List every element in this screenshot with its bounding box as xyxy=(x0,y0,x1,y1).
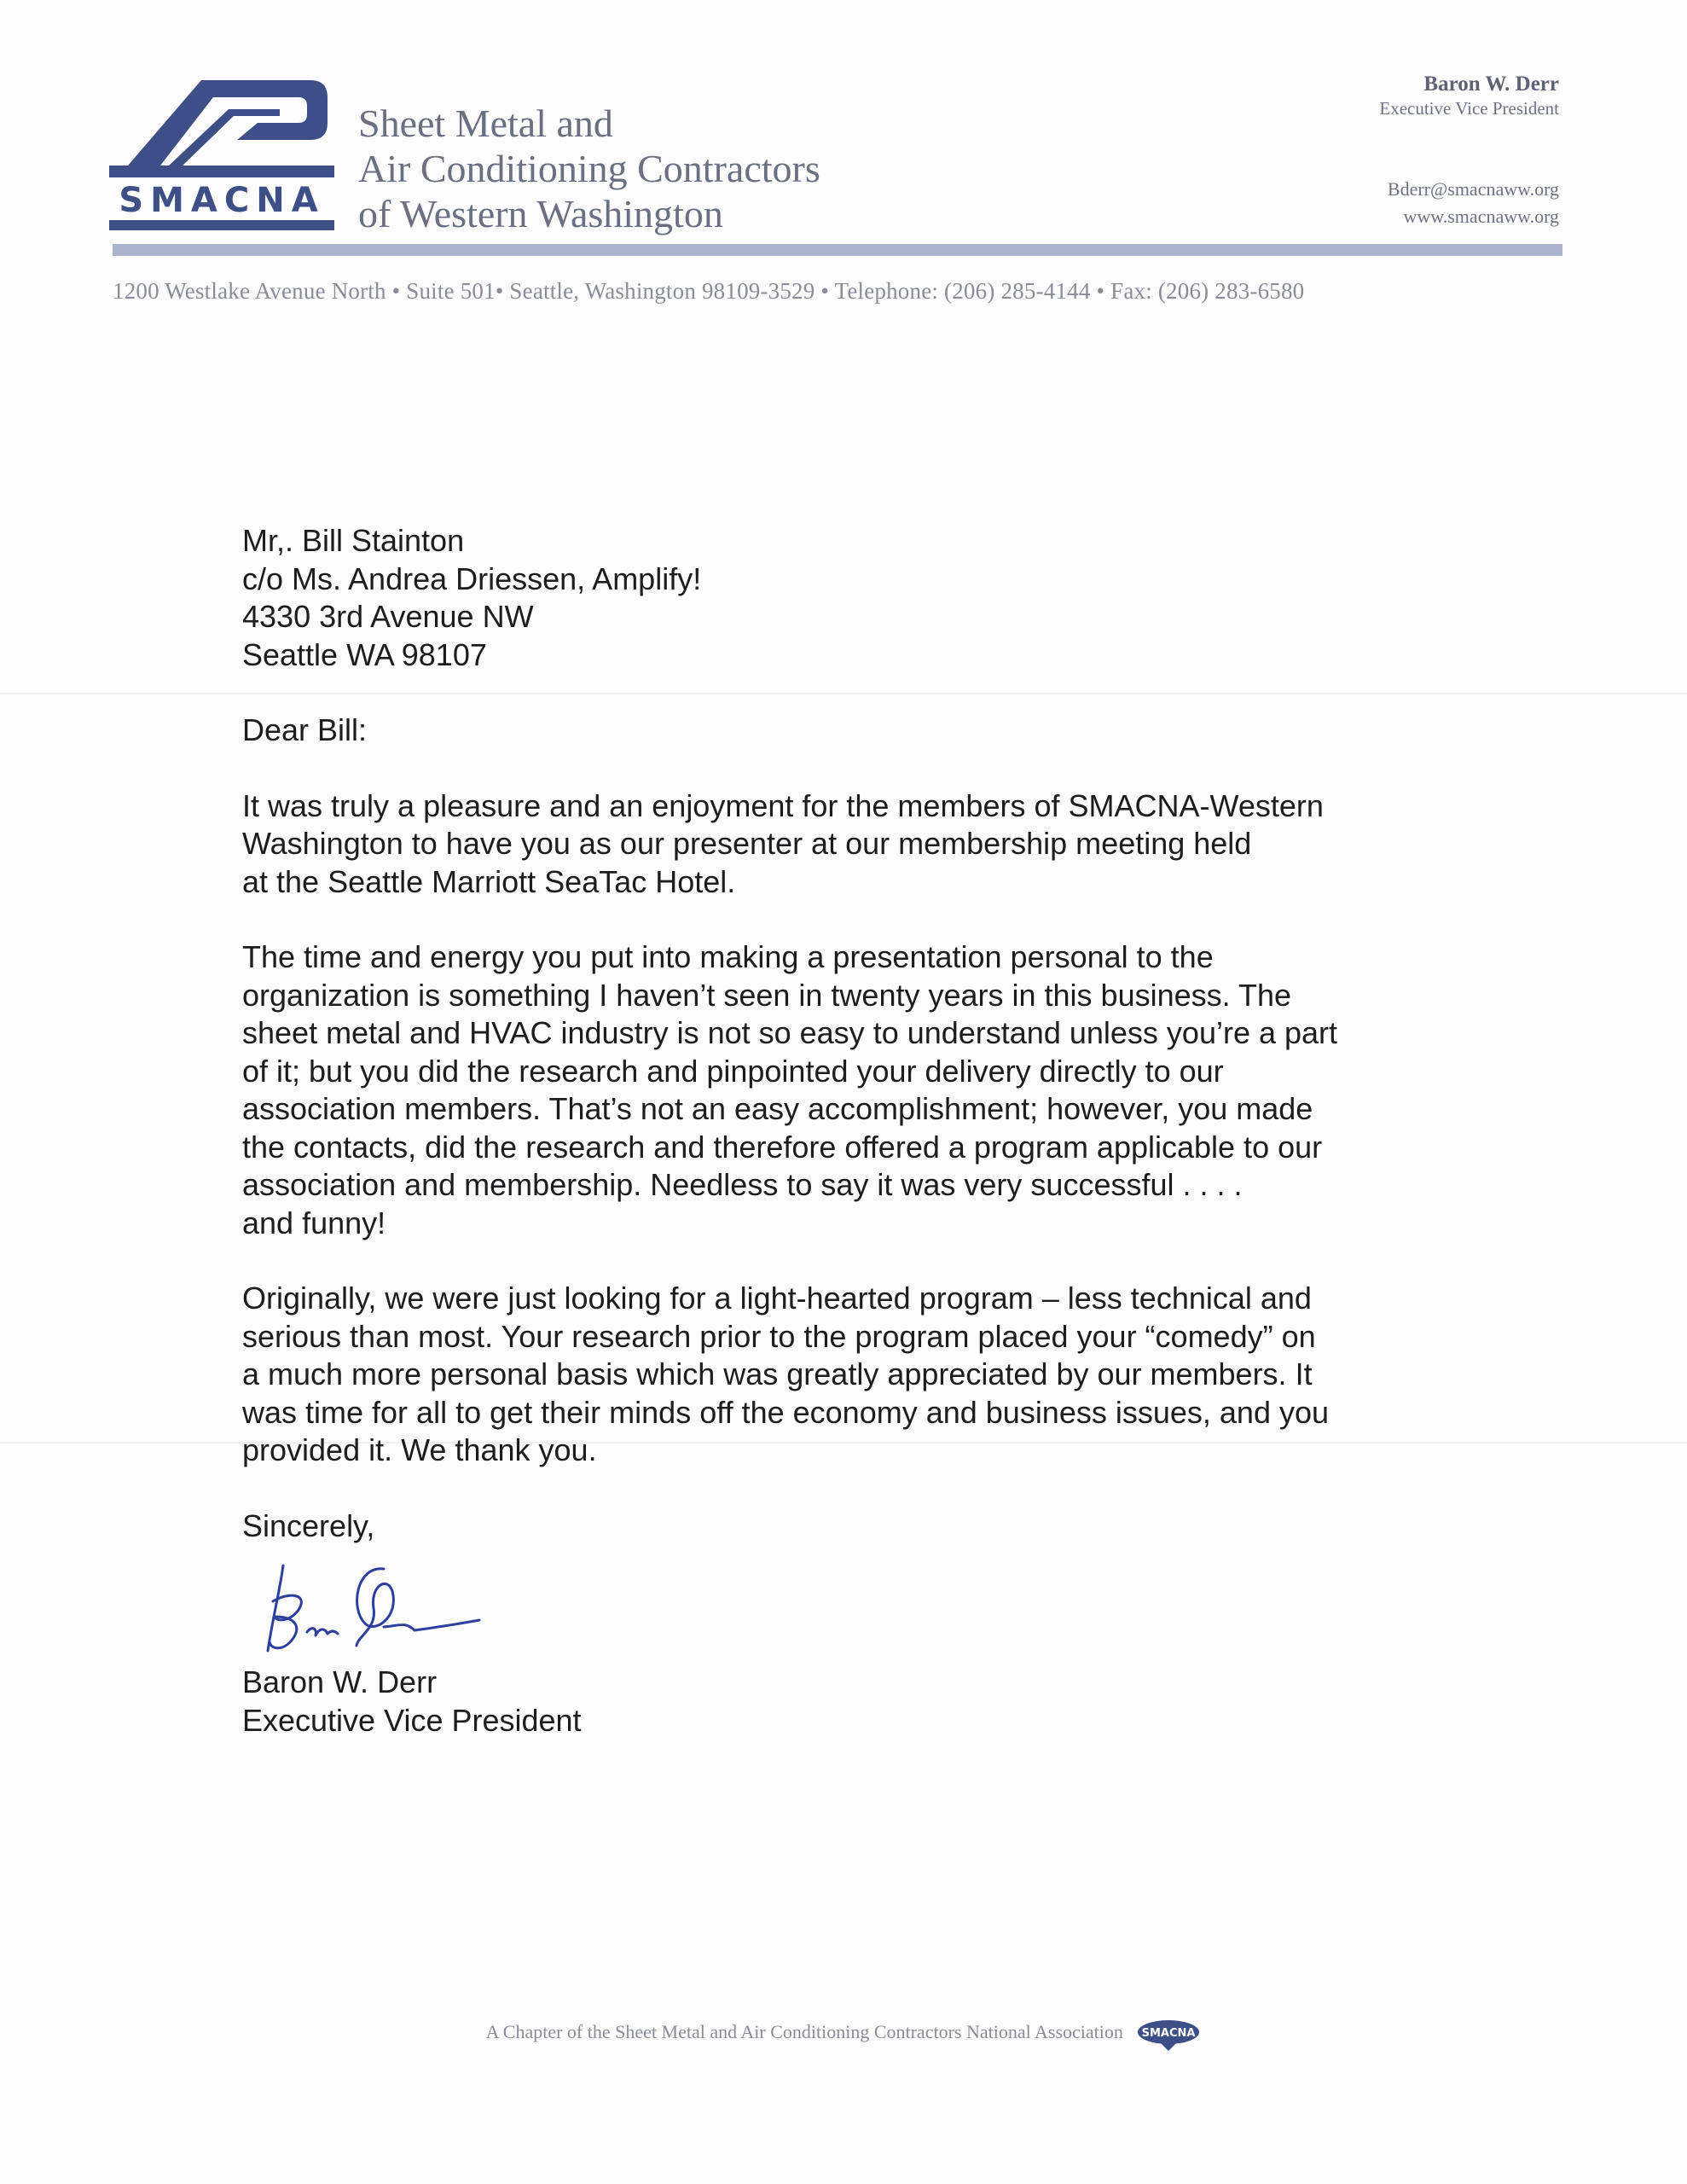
paragraph-line: serious than most. Your research prior to the program placed your “comedy” on xyxy=(242,1318,1316,1354)
sender-contacts xyxy=(1388,176,1559,230)
footer xyxy=(0,2017,1687,2051)
organization-name xyxy=(358,101,820,236)
closing: Sincerely, xyxy=(242,1507,375,1543)
paragraph-line: provided it. We thank you. xyxy=(242,1432,597,1467)
paragraph-line: the contacts, did the research and therefore offered a program applicable to our xyxy=(242,1129,1323,1165)
paragraph-line: a much more personal basis which was greatly appreciated by our members. It xyxy=(242,1356,1313,1391)
logo-wordmark: SMACNA xyxy=(119,181,325,220)
signer-title: Executive Vice President xyxy=(242,1702,582,1738)
signer-name: Baron W. Derr xyxy=(242,1664,438,1699)
paragraph-line: of it; but you did the research and pinpointed your delivery directly to our xyxy=(242,1053,1224,1089)
recipient-block xyxy=(242,522,1453,674)
paragraph-line: It was truly a pleasure and an enjoyment for the members of SMACNA-Western xyxy=(242,787,1324,823)
paragraph-line: sheet metal and HVAC industry is not so easy to understand unless you’re a part xyxy=(242,1015,1338,1050)
sender-title: Executive Vice President xyxy=(1379,98,1559,119)
paragraph-1 xyxy=(242,787,1453,902)
paragraph-line: Originally, we were just looking for a light-hearted program – less technical and xyxy=(242,1281,1312,1316)
paragraph-line: association and membership. Needless to say it was very successful . . . . xyxy=(242,1167,1243,1202)
sender-name: Baron W. Derr xyxy=(1423,73,1559,96)
paragraph-line: association members. That’s not an easy accomplishment; however, you made xyxy=(242,1091,1313,1126)
signer-block xyxy=(242,1664,582,1740)
paragraph-line: and funny! xyxy=(242,1205,386,1240)
header-rule xyxy=(113,244,1562,256)
paragraph-line: The time and energy you put into making a presentation personal to the xyxy=(242,939,1214,974)
smacna-badge-icon xyxy=(1136,2017,1201,2051)
sender-header xyxy=(1379,72,1559,119)
email-link[interactable]: Bderr@smacnaww.org xyxy=(1387,178,1559,200)
address-line: 1200 Westlake Avenue North • Suite 501• Seattle, Washington 98109-3529 • Telephone: (206) 285-4144 • Fax: (206) 283-6580 xyxy=(113,278,1305,304)
badge-text: SMACNA xyxy=(1141,2027,1196,2040)
paragraph-line: organization is something I haven’t seen in twenty years in this business. The xyxy=(242,977,1292,1013)
paragraph-line: at the Seattle Marriott SeaTac Hotel. xyxy=(242,863,736,899)
paragraph-3 xyxy=(242,1280,1453,1470)
smacna-logo xyxy=(109,72,334,230)
recipient-line: c/o Ms. Andrea Driessen, Amplify! xyxy=(242,561,702,596)
handwritten-signature xyxy=(256,1557,486,1659)
recipient-line: Mr,. Bill Stainton xyxy=(242,523,465,558)
letter-body xyxy=(242,522,1453,1545)
recipient-line: 4330 3rd Avenue NW xyxy=(242,599,534,634)
website-link[interactable]: www.smacnaww.org xyxy=(1403,206,1559,227)
paragraph-2 xyxy=(242,938,1453,1242)
salutation: Dear Bill: xyxy=(242,712,368,747)
org-name-line: of Western Washington xyxy=(358,192,723,235)
footer-text: A Chapter of the Sheet Metal and Air Conditioning Contractors National Association xyxy=(485,2021,1123,2043)
org-name-line: Sheet Metal and xyxy=(358,102,613,145)
paragraph-line: Washington to have you as our presenter at our membership meeting held xyxy=(242,826,1252,861)
org-name-line: Air Conditioning Contractors xyxy=(358,147,820,190)
recipient-line: Seattle WA 98107 xyxy=(242,636,487,672)
paragraph-line: was time for all to get their minds off the economy and business issues, and you xyxy=(242,1394,1330,1430)
